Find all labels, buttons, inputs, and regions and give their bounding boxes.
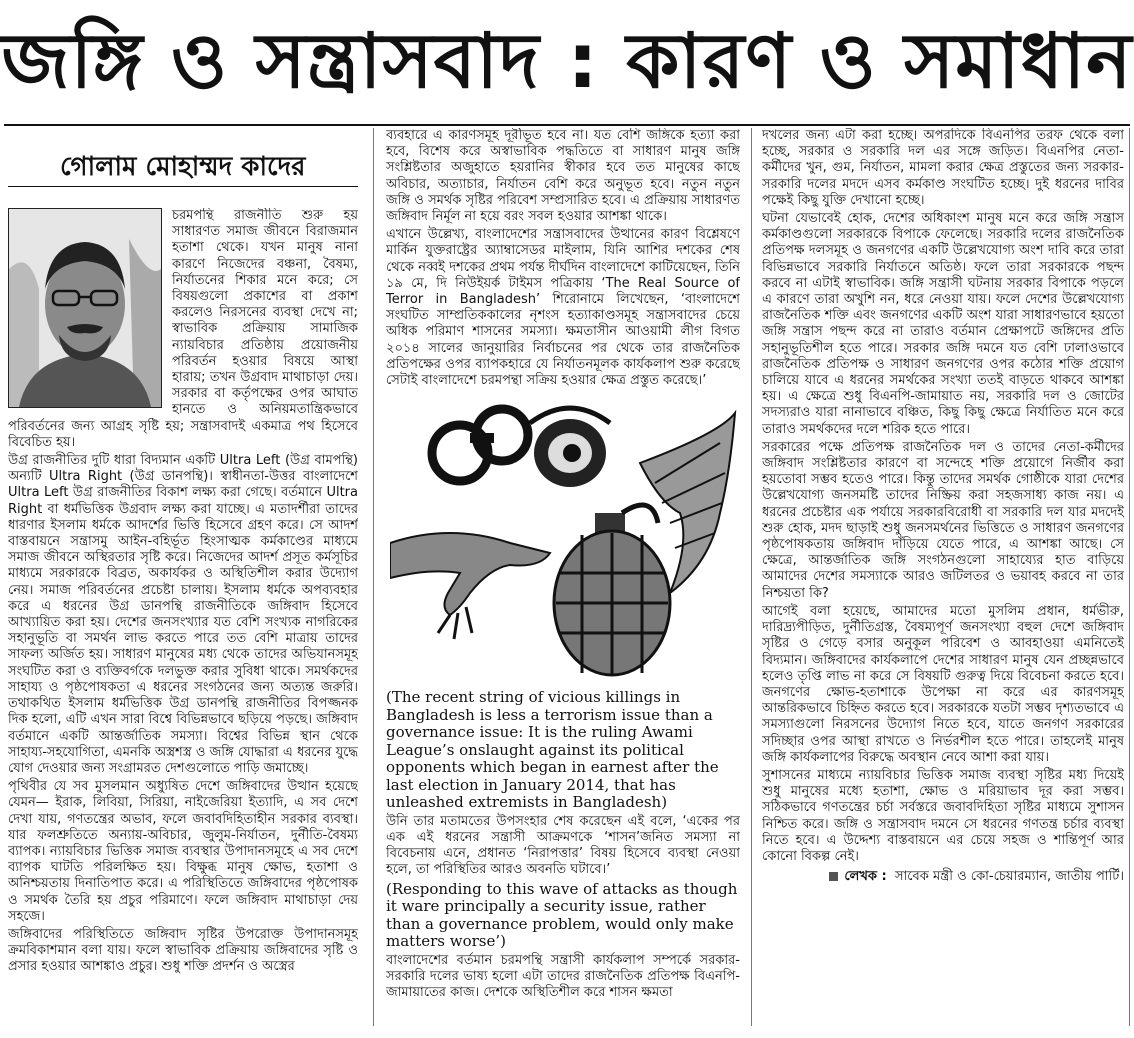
portrait-icon xyxy=(9,209,161,407)
paragraph: চরমপন্থি রাজনীতি শুরু হয় সাধারণত সমাজ জীবনে বিরাজমান হতাশা থেকে। যখন মানুষ নানা কারণে নিজেদের বঞ্চনা, বৈষম্য, নির্যাতনের শিকার মনে করে; সে বিষয়গুলো প্রকাশের বা প্রকাশ করলেও নিরসনের ব্যবস্থা দেখে না; স্বাভাবিক প্রক্রিয়ায় সামাজিক ন্যায়বিচার প্রতিষ্ঠায় প্রয়োজনীয় পরিবর্তন হওয়ার বিষয়ে আস্থা হারায়; তখন উগ্রবাদ মাথাচাড়া দেয়। সরকার বা কর্তৃপক্ষের ওপর আঘাত হানতে ও অনিয়মতান্ত্রিকভাবে পরিবর্তনের জন্য আগ্রহ সৃষ্টি হয়; সন্ত্রাসবাদই একমাত্র পথ হিসেবে বিবেচিত হয়। xyxy=(8,208,358,450)
paragraph: এখানে উল্লেখ্য, বাংলাদেশের সন্ত্রাসবাদের উত্থানের কারণ বিশ্লেষণে মার্কিন যুক্তরাষ্ট্রের অ্যাম্বাসেডর মাইলাম, যিনি আশির দশকের শেষ থেকে নব্বই দশকের প্রথম পর্যন্ত দীর্ঘদিন বাংলাদেশে কাটিয়েছেন, তিনি ১৯ মে, দি নিউইয়র্ক টাইমস পত্রিকায় ‘The Real Source of Terror in Bangladesh’ শিরোনামে লিখেছেন, ‘বাংলাদেশে সংঘটিত সাম্প্রতিককালের নৃশংস হত্যাকাণ্ডসমূহ সন্ত্রাসবাদের চেয়ে অধিক পরিমাণ শাসনের সমস্যা। ক্ষমতাসীন আওয়ামী লীগ বিগত ২০১৪ সালের জানুয়ারির নির্বাচনের পর থেকে তার রাজনৈতিক প্রতিপক্ষের ওপর ব্যাপকহারে যে নির্যাতনমূলক কার্যকলাপ শুরু করেছে সেটাই বাংলাদেশে চরমপন্থা সক্রিয় হওয়ার ক্ষেত্র প্রস্তুত করেছে।’ xyxy=(386,227,740,389)
column-divider xyxy=(373,128,374,1026)
column-divider xyxy=(751,128,752,1026)
paragraph: পৃথিবীর যে সব মুসলমান অধ্যুষিত দেশে জঙ্গিবাদের উত্থান হয়েছে যেমন— ইরাক, লিবিয়া, সিরিয়া, নাইজেরিয়া ইত্যাদি, এ সব দেশে দেখা যায়, গণতন্ত্রের অভাব, ফলে জবাবদিহিতাহীন সরকার ব্যবস্থা। যার ফলশ্রুতিতে অন্যায়-অবিচার, জুলুম-নির্যাতন, দুর্নীতি-বৈষম্য ব্যাপক। ন্যায়বিচার ভিত্তিক সমাজ ব্যবস্থার উপাদানসমূহে এ সব দেশে ব্যাপক ঘাটতি পরিলক্ষিত হয়। বিক্ষুব্ধ মানুষ ক্ষোভ, হতাশা ও অনিশ্চয়তায় দিনাতিপাত করে। এ পরিস্থিতিতে জঙ্গিবাদের পৃষ্ঠপোষক ও সমর্থক তৈরি হয় প্রচুর পরিমাণে। ফলে জঙ্গিবাদ মাথাচাড়া দেয় সহজে। xyxy=(8,779,358,924)
handcuff-grenade-icon xyxy=(390,393,738,681)
signature-text: সাবেক মন্ত্রী ও কো-চেয়ারম্যান, জাতীয় পার্টি। xyxy=(894,869,1124,885)
headline: জঙ্গি ও সন্ত্রাসবাদ : কারণ ও সমাধান xyxy=(1,16,1133,105)
headline-rule xyxy=(4,124,1130,126)
byline-rule xyxy=(8,186,358,187)
paragraph: জঙ্গিবাদের পরিস্থিতিতে জঙ্গিবাদ সৃষ্টির উপরোক্ত উপাদানসমূহ ক্রমবিকাশমান বলা যায়। ফলে স্বাভাবিক প্রক্রিয়ায় জঙ্গিবাদের সৃষ্টি ও প্রসার হওয়ার আশঙ্কাও প্রচুর। শুধু শক্তি প্রদর্শন ও অস্ত্রের xyxy=(8,926,358,975)
paragraph: আগেই বলা হয়েছে, আমাদের মতো মুসলিম প্রধান, ধর্মভীরু, দারিদ্র্যপীড়িত, দুর্নীতিগ্রস্ত, বৈষম্যপূর্ণ জনসংখ্যা বহুল দেশে জঙ্গিবাদ সৃষ্টির ও গেড়ে বসার অনুকূল পরিবেশ ও আবহাওয়া এমনিতেই বিদ্যমান। জঙ্গিবাদের কার্যকলাপে দেশের সাধারণ মানুষ যেন প্রচ্ছন্নভাবে হলেও তৃপ্তি লাভ না করে সে বিষয়টি গুরুত্ব দিয়ে বিবেচনা করতে হবে। জনগণের ক্ষোভ-হতাশাকে উপেক্ষা না করে এর কারণসমূহ আন্তরিকভাবে চিহ্নিত করতে হবে। সরকারকে যতটা সম্ভব দৃশ্যতভাবে এ সমস্যাগুলো নিরসনের উদ্যোগ নিতে হবে, যাতে জনগণ সরকারের সদিচ্ছার ওপর আস্থা রাখতে ও নির্ভরশীল হতে পারে। তাহলেই মানুষ জঙ্গি কার্যকলাপের বিরুদ্ধে অবস্থান নেবে আশা করা যায়। xyxy=(762,603,1124,765)
paragraph: ঘটনা যেভাবেই হোক, দেশের অধিকাংশ মানুষ মনে করে জঙ্গি সন্ত্রাস কর্মকাণ্ডগুলো সরকারকে বিপাকে ফেলেছে। সরকারি দলের রাজনৈতিক প্রতিপক্ষ দলসমূহ ও জনগণের একটি উল্লেখযোগ্য অংশ দাবি করে তারা বিভিন্নভাবে সরকারি নির্যাতনে অতিষ্ঠ। ফলে তারা সরকারকে পছন্দ করবে না এটাই স্বাভাবিক। জঙ্গি সন্ত্রাসী ঘটনায় সরকার বিপাকে পড়লে এ কারণে তারা অখুশি নন, ধরে নেওয়া যায়। ফলে দেশের উল্লেখযোগ্য রাজনৈতিক শক্তি এবং জনগণের একটি অংশ যারা সাধারণভাবে হয়তো জঙ্গি সন্ত্রাস পছন্দ করে না তারাও বর্তমান প্রেক্ষাপটে জঙ্গিদের প্রতি সহানুভূতিশীল হতে পারে। সরকার জঙ্গি দমনে যত বেশি ঢালাওভাবে রাজনৈতিক প্রতিপক্ষ ও সাধারণ জনগণের ওপর কঠোর শক্তি প্রয়োগ চালিয়ে যাবে এ ধরনের সমর্থকের সংখ্যা ততই বাড়তে থাকবে আশঙ্কা হয়। এ ক্ষেত্রে শুধু বিএনপি-জামায়াত নয়, সরকারি দল ও জোটের সদস্যরাও যারা নানাভাবে বঞ্চিত, কিছু কিছু ক্ষেত্রে নির্যাতিত মনে করে তারাও সমর্থকদের দলে শরিক হতে পারে। xyxy=(762,211,1124,437)
paragraph: উগ্র রাজনীতির দুটি ধারা বিদ্যমান একটি Ultra Left (উগ্র বামপন্থি) অন্যটি Ultra Right (উগ্র ডানপন্থি)। স্বাধীনতা-উত্তর বাংলাদেশে Ultra Left উগ্র রাজনীতির বিকাশ লক্ষ্য করা গেছে। বর্তমানে Ultra Right বা ধর্মভিত্তিক উগ্রবাদ লক্ষ্য করা যাচ্ছে। এ মতাদর্শীরা তাদের ধারণার ইসলাম ধর্মকে আদর্শের ভিত্তি হিসেবে গ্রহণ করে। সে আদর্শ বাস্তবায়নে সন্ত্রাসমু আইন-বহির্ভূত হিংসাত্মক কর্মকাণ্ডের মাধ্যমে সমাজ জীবনে অস্থিরতার সৃষ্টি করে। নিজেদের আদর্শ প্রসূত কর্মসূচির মাধ্যমে সরকারকে বিব্রত, অকার্যকর ও অস্থিতিশীল করার উদ্যোগ নেয়। সমাজ পরিবর্তনের প্রচেষ্টা চালায়। ইসলাম ধর্মকে অপব্যবহার করে এ ধরনের উগ্র ডানপন্থি রাজনীতিকে জঙ্গিবাদ হিসেবে আখ্যায়িত করা হয়। দেশের জনসংখ্যার যত বেশি সংখ্যক নাগরিকের সহানুভূতি বা সমর্থন লাভ করতে পারে তত বেশি মাত্রায় তাদের সাফল্য অর্জিত হয়। সাধারণ মানুষের মধ্য থেকে তাদের অভিযানসমূহ সংঘটিত করা ও ব্যক্তিবর্গকে দলভুক্ত করার সুবিধা থাকে। সমর্থকদের সাহায্য ও পৃষ্ঠপোষকতা এ ধরনের সংগঠনের জন্য অত্যন্ত জরুরি। তথাকথিত ইসলাম ধর্মভিত্তিক উগ্র ডানপন্থি রাজনীতির বিপজ্জনক দিক হলো, এটি এখন সারা বিশ্বে বিভিন্নভাবে ছড়িয়ে পড়ছে। জঙ্গিবাদ বর্তমানে একটি আন্তর্জাতিক সমস্যা। বিশ্বের বিভিন্ন স্থান থেকে সাহায্য-সহযোগিতা, এমনকি অস্ত্রশস্ত্র ও জঙ্গি যোদ্ধারা এ ধরনের যুদ্ধে যোগ দেওয়ার জন্য সংগ্রামরত দেশগুলোতে পাড়ি জমাচ্ছে। xyxy=(8,453,358,776)
byline: গোলাম মোহাম্মদ কাদের xyxy=(60,152,306,182)
column-2 xyxy=(386,128,740,1028)
editorial-illustration xyxy=(390,393,738,681)
author-signature xyxy=(762,869,1124,885)
english-quote: (Responding to this wave of attacks as though it ware principally a security issue, rather than a governance problem, would only make matters worse’) xyxy=(386,879,738,951)
paragraph: সরকারের পক্ষে প্রতিপক্ষ রাজনৈতিক দল ও তাদের নেতা-কর্মীদের জঙ্গিবাদ সংশ্লিষ্টতার কারণে বা সন্দেহে শক্তি প্রয়োগে নির্জীব করা হয়তোবা সম্ভব হতেও পারে। কিন্তু তাদের সমর্থক গোষ্ঠীকে যারা দেশের উল্লেখযোগ্য জনসমষ্টি তাদের নিষ্ক্রিয় করা সহজসাধ্য কাজ নয়। এ ধরনের প্রচেষ্টার এক পর্যায়ে সরকারবিরোধী বা সরকারি দল যার মদদেই শুরু হোক, মদদ ছাড়াই শুধু জনসমর্থনের ভিত্তিতে ও সাধারণ জনগণের পৃষ্ঠপোষকতায় জঙ্গিবাদ দাঁড়িয়ে যেতে পারে, এ আশঙ্কা আছে। সে ক্ষেত্রে, আন্তর্জাতিক জঙ্গি সংগঠনগুলো সাহায্যের হাত বাড়িয়ে আমাদের দেশের সমস্যাকে আরও জটিলতর ও ভয়াবহ করবে না তার নিশ্চয়তা কি? xyxy=(762,439,1124,601)
paragraph: সুশাসনের মাধ্যমে ন্যায়বিচার ভিত্তিক সমাজ ব্যবস্থা সৃষ্টির মধ্য দিয়েই শুধু মানুষের মধ্যে হতাশা, ক্ষোভ ও মরিয়াভাব দূর করা সম্ভব। সঠিকভাবে গণতন্ত্রের চর্চা সর্বস্তরে জবাবদিহিতা সৃষ্টির মাধ্যমে সুশাসন নিশ্চিত করে। জঙ্গি ও সন্ত্রাসবাদ দমনে সে ধরনের গণতন্ত্র চর্চার ব্যবস্থা নিতে হবে। এ উদ্দেশ্য বাস্তবায়নে এর চেয়ে সহজ ও শান্তিপূর্ণ আর কোনো বিকল্প নেই। xyxy=(762,767,1124,864)
author-portrait xyxy=(8,208,162,408)
column-3 xyxy=(762,128,1124,1028)
paragraph: বাংলাদেশের বর্তমান চরমপন্থি সন্ত্রাসী কার্যকলাপ সম্পর্কে সরকার-সরকারি দলের ভাষ্য হলো এটা তাদের রাজনৈতিক প্রতিপক্ষ বিএনপি-জামায়াতের কাজ। দেশকে অস্থিতিশীল করে শাসন ক্ষমতা xyxy=(386,952,740,1000)
signature-label: লেখক : xyxy=(844,869,887,885)
square-bullet-icon xyxy=(829,872,838,881)
column-1 xyxy=(8,208,358,1026)
page-border xyxy=(1129,128,1130,1026)
paragraph: উনি তার মতামতের উপসংহার শেষ করেছেন এই বলে, ‘একের পর এক এই ধরনের সন্ত্রাসী আক্রমণকে ‘শাসন’জনিত সমস্যা না বিবেচনায় এনে, প্রধানত ‘নিরাপত্তার’ বিষয় হিসেবে ব্যবস্থা নেওয়া হলে, তা পরিস্থিতির আরও অবনতি ঘটাবে।’ xyxy=(386,813,740,878)
paragraph: দখলের জন্য এটা করা হচ্ছে। অপরদিকে বিএনপির তরফ থেকে বলা হচ্ছে, সরকার ও সরকারি দল এর সঙ্গে জড়িত। বিএনপির নেতা-কর্মীদের খুন, গুম, নির্যাতন, মামলা করার ক্ষেত্র প্রস্তুতের জন্য সরকার-সরকারি দলের মদদে এসব কর্মকাণ্ড সংঘটিত হচ্ছে। দুই ধরনের দাবির পক্ষেই কিছু যুক্তি দেখানো হচ্ছে। xyxy=(762,128,1124,208)
english-quote: (The recent string of vicious killings in Bangladesh is less a terrorism issue than a governance issue: It is the ruling Awami League’s onslaught against its political opponents which began in earnest after the last election in January 2014, that has unleashed extremists in Bangladesh) xyxy=(386,688,719,812)
paragraph: ব্যবহারে এ কারণসমূহ দূরীভূত হবে না। যত বেশি জঙ্গিকে হত্যা করা হবে, বিশেষ করে অস্বাভাবিক পদ্ধতিতে বা সাধারণ মানুষ জঙ্গি সংশ্লিষ্টতার অজুহাতে হয়রানির স্বীকার হবে তত মানুষের কাছে অবিচার, অত্যাচার, নির্যাতন বেশি করে অনুভূত হবে। নতুন নতুন জঙ্গি ও সমর্থক সৃষ্টির পরিবেশ সম্প্রসারিত হবে। এ প্রক্রিয়ায় সাধারণত জঙ্গিবাদ নির্মূল না হয়ে বরং সবল হওয়ার আশঙ্কা থাকে। xyxy=(386,128,740,225)
